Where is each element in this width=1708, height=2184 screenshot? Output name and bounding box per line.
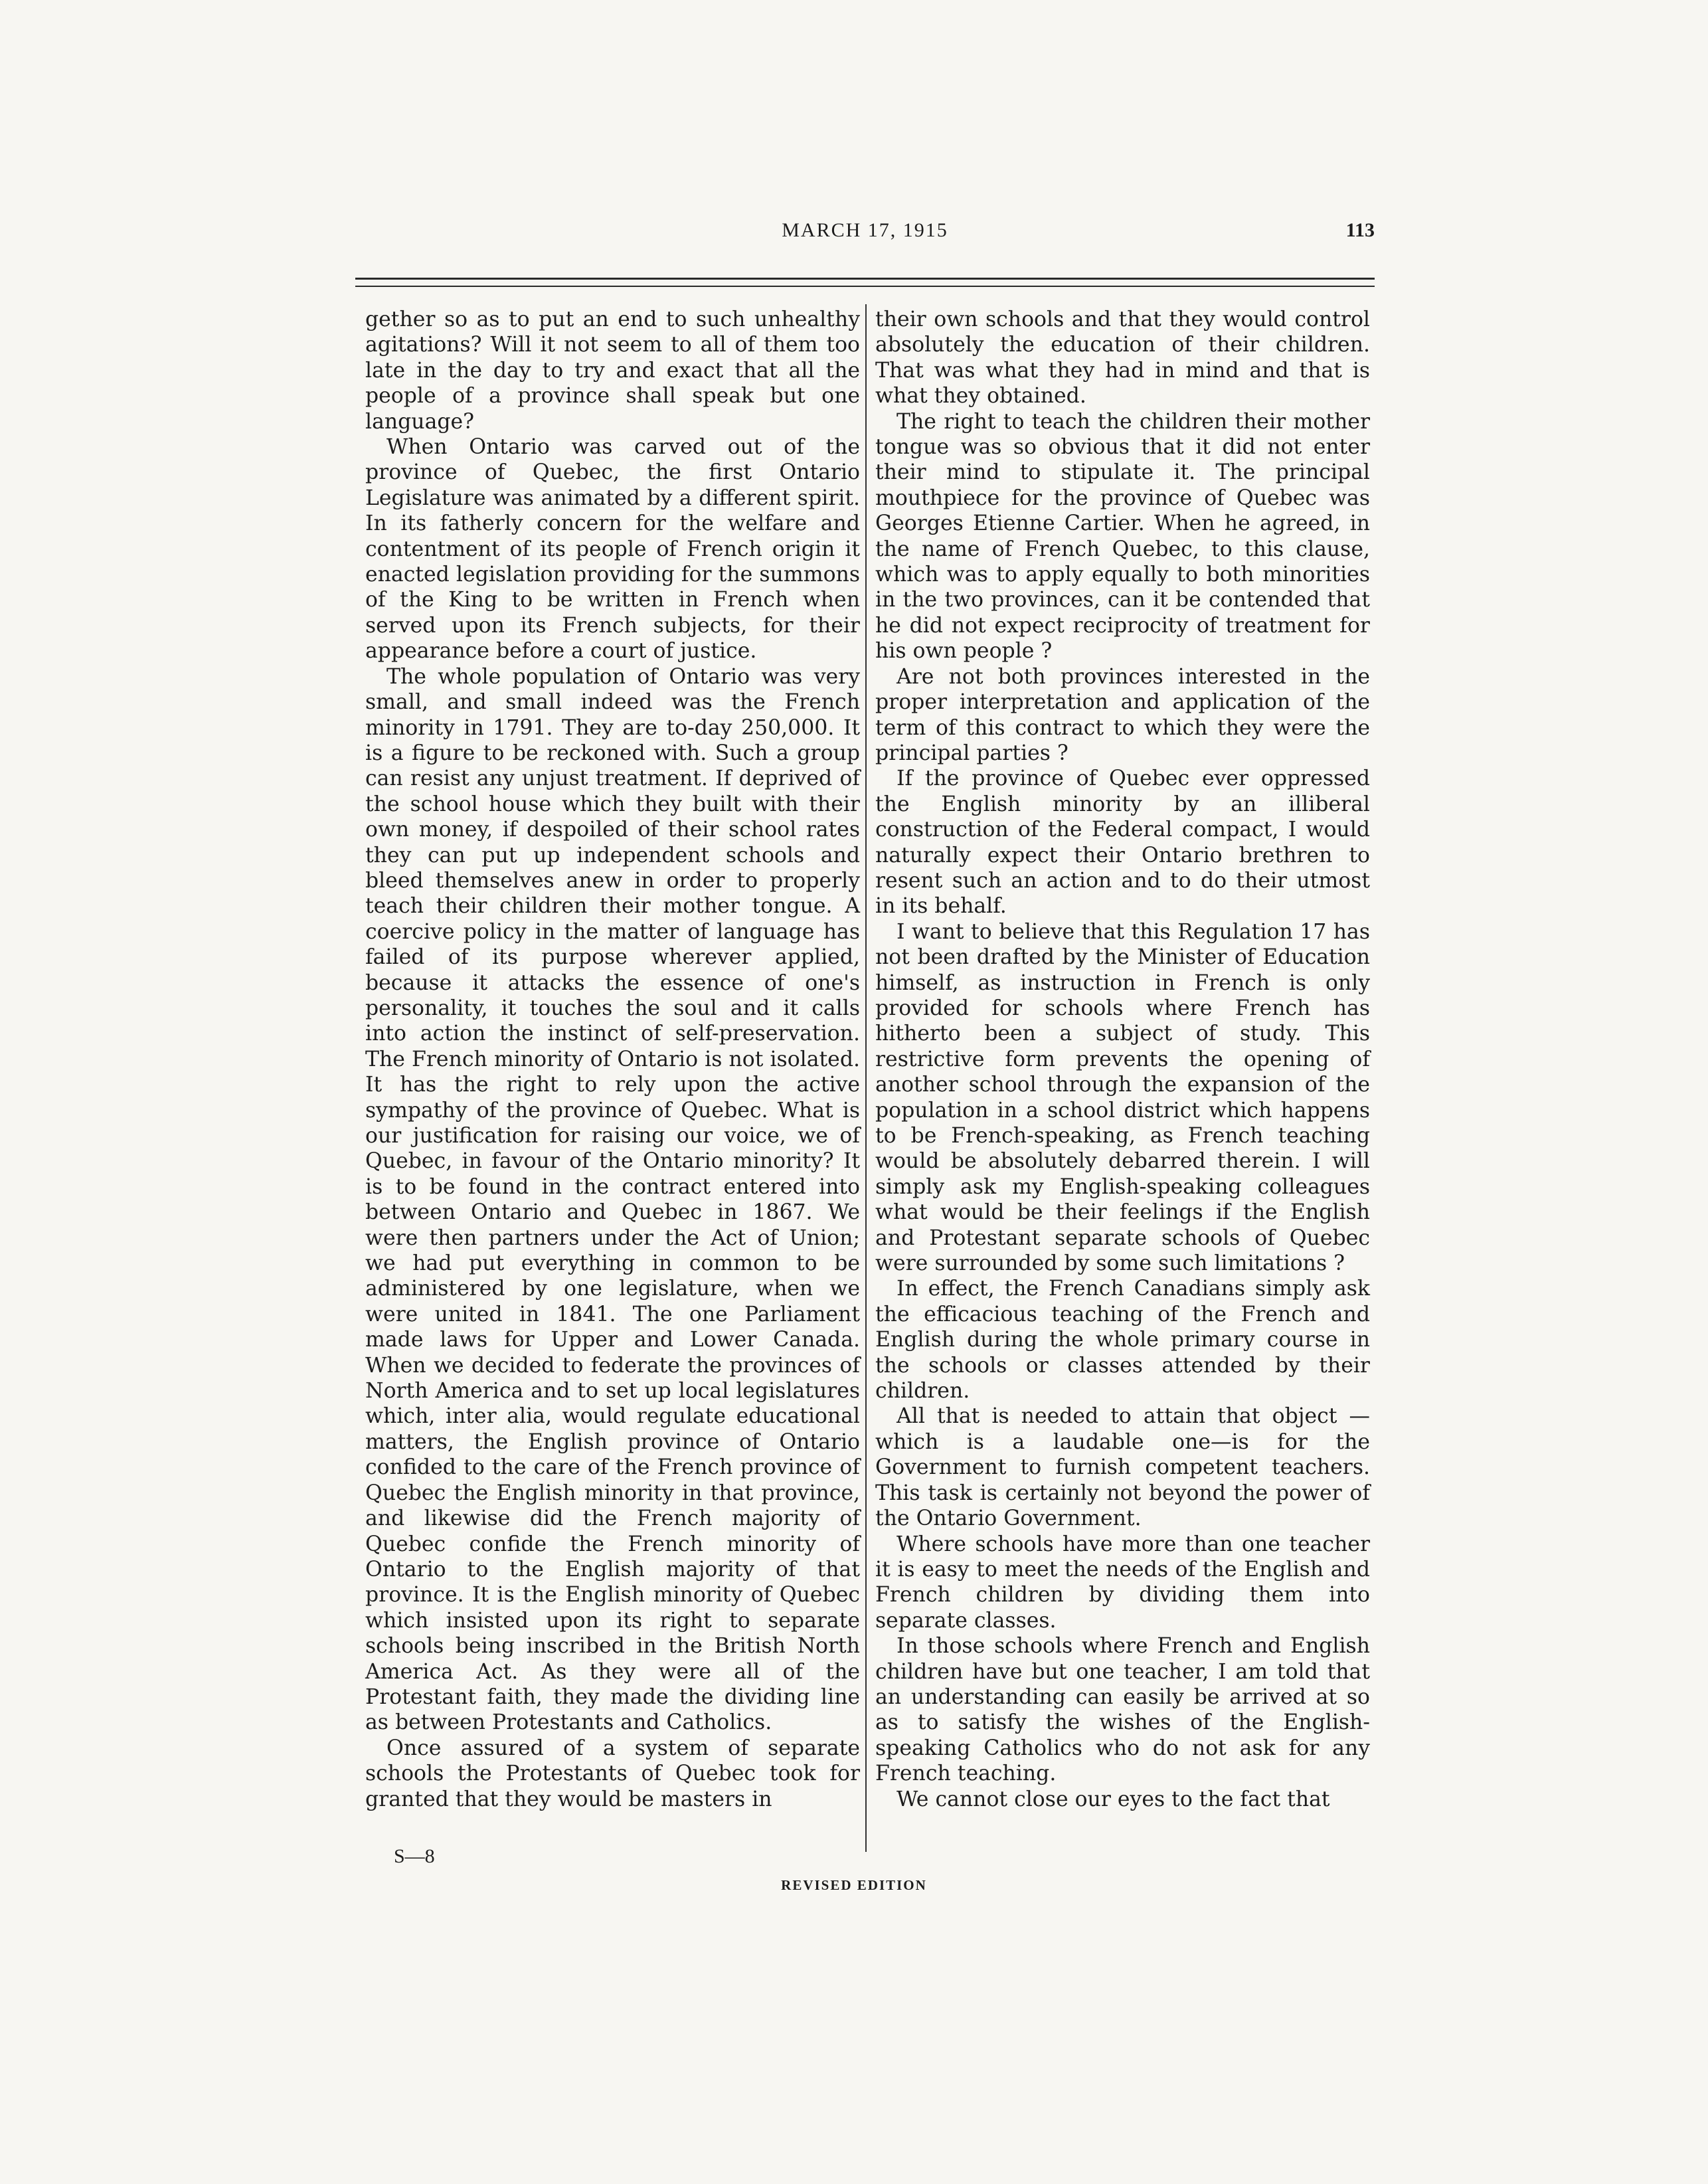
footer-edition: REVISED EDITION (781, 1877, 927, 1893)
right-paragraph-5: I want to believe that this Regulation 17 has not been drafted by the Minister of Education himself, as instruction in French is only provided for schools where French has hitherto been a subject of study. This restrictive form prevents the opening of another school through the expansion of the population in a school district which happens to be French-speaking, as French teaching would be absolutely debarred therein. I will simply ask my English-speaking colleagues what would be their feelings if the English and Protestant separate schools of Quebec were surrounded by some such limitations ? (875, 919, 1370, 1276)
right-paragraph-8: Where schools have more than one teacher it is easy to meet the needs of the English and French children by dividing them into separate classes. (875, 1532, 1370, 1633)
page-date: MARCH 17, 1915 (782, 219, 948, 241)
page-header (355, 219, 1375, 252)
right-paragraph-1: their own schools and that they would control absolutely the education of their children. That was what they had in mind and that is what they obtained. (875, 308, 1370, 409)
left-paragraph-4: Once assured of a system of separate schools the Protestants of Quebec took for granted that they would be masters in (365, 1736, 860, 1811)
column-divider (865, 304, 867, 1852)
right-paragraph-6: In effect, the French Canadians simply ask the efficacious teaching of the French and English during the whole primary course in the schools or classes attended by their children. (875, 1277, 1370, 1404)
right-paragraph-7: All that is needed to attain that object —which is a laudable one—is for the Government to furnish competent teachers. This task is certainly not beyond the power of the Ontario Government. (875, 1404, 1370, 1531)
right-paragraph-4: If the province of Quebec ever oppressed the English minority by an illiberal construction of the Federal compact, I would naturally expect their Ontario brethren to resent such an action and to do their utmost in its behalf. (875, 767, 1370, 919)
left-paragraph-2: When Ontario was carved out of the province of Quebec, the first Ontario Legislature was animated by a different spirit. In its fatherly concern for the welfare and contentment of its people of French origin it enacted legislation providing for the summons of the King to be written in French when served upon its French subjects, for their appearance before a court of justice. (365, 435, 860, 664)
right-paragraph-10: We cannot close our eyes to the fact that (897, 1787, 1330, 1811)
right-paragraph-2: The right to teach the children their mother tongue was so obvious that it did not enter their mind to stipulate it. The principal mouthpiece for the province of Quebec was Georges Etienne Cartier. When he agreed, in the name of French Quebec, to this clause, which was to apply equally to both minorities in the two provinces, can it be contended that he did not expect reciprocity of treatment for his own people ? (875, 409, 1370, 664)
signature-mark: S—8 (394, 1845, 435, 1867)
header-rule-thin (355, 286, 1375, 287)
right-paragraph-9: In those schools where French and English children have but one teacher, I am told that an understanding can easily be arrived at so as to satisfy the wishes of the English-speaking Catholics who do not ask for any French teaching. (875, 1634, 1370, 1786)
right-paragraph-3: Are not both provinces interested in the proper interpretation and application of the term of this contract to which they were the principal parties ? (875, 664, 1370, 765)
left-paragraph-1: gether so as to put an end to such unhealthy agitations? Will it not seem to all of them too late in the day to try and exact that all the people of a province shall speak but one language? (365, 308, 860, 434)
header-rule-thick (355, 278, 1375, 280)
left-paragraph-3: The whole population of Ontario was very small, and small indeed was the French minority in 1791. They are to-day 250,000. It is a figure to be reckoned with. Such a group can resist any unjust treatment. If deprived of the school house which they built with their own money, if despoiled of their school rates they can put up independent schools and bleed themselves anew in order to properly teach their children their mother tongue. A coercive policy in the matter of language has failed of its purpose wherever applied, because it attacks the essence of one's personality, it touches the soul and it calls into action the instinct of self-preservation. The French minority of Ontario is not isolated. It has the right to rely upon the active sympathy of the province of Quebec. What is our justification for raising our voice, we of Quebec, in favour of the Ontario minority? It is to be found in the contract entered into between Ontario and Quebec in 1867. We were then partners under the Act of Union; we had put everything in common to be administered by one legislature, when we were united in 1841. The one Parliament made laws for Upper and Lower Canada. When we decided to federate the provinces of North America and to set up local legislatures which, inter alia, would regulate educational matters, the English province of Ontario confided to the care of the French province of Quebec the English minority in that province, and likewise did the French majority of Quebec confide the French minority of Ontario to the English majority of that province. It is the English minority of Quebec which insisted upon its right to separate schools being inscribed in the British North America Act. As they were all of the Protestant faith, they made the dividing line as between Protestants and Catholics. (365, 664, 860, 1735)
right-column (875, 307, 1370, 1812)
page-number: 113 (1345, 219, 1375, 241)
left-column (365, 307, 860, 1812)
